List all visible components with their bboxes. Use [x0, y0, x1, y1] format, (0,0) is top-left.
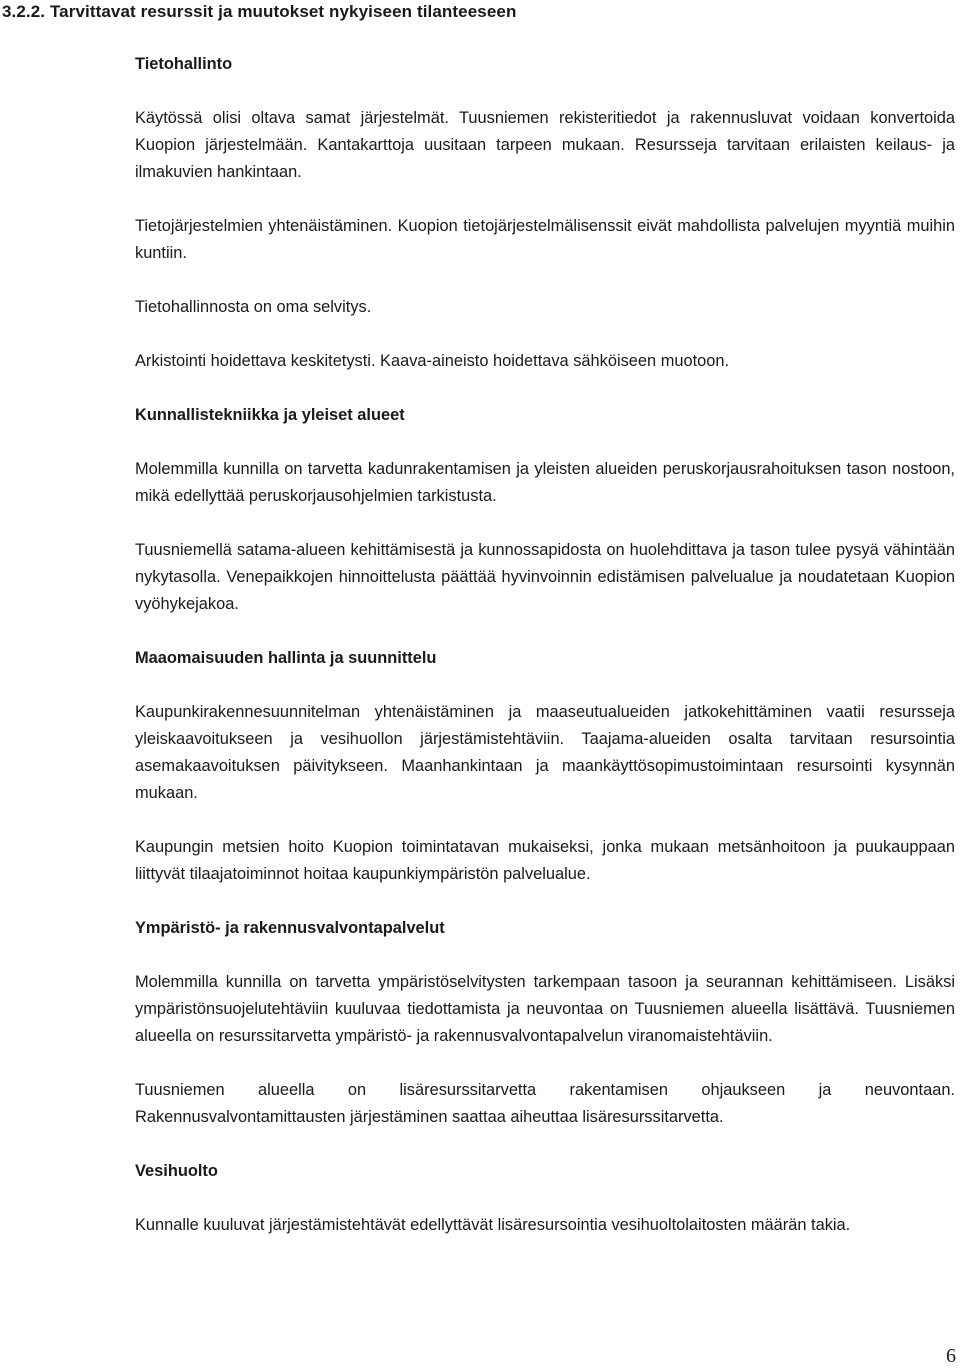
paragraph-maaomaisuus-1: Kaupunkirakennesuunnitelman yhtenäistäminen ja maaseutualueiden jatkokehittäminen vaatii resursseja yleiskaavoitukseen ja vesihuollon järjestämistehtäviin. Taajama-alueiden osalta tarvitaan resursointia asemakaavoituksen päivitykseen. Maanhankintaan ja maankäyttösopimustoimintaan resursointi kysynnän mukaan. — [135, 703, 955, 802]
paragraph-kunnallistekniikka-1: Molemmilla kunnilla on tarvetta kadunrakentamisen ja yleisten alueiden peruskorjausrahoituksen tason nostoon, mikä edellyttää peruskorjausohjelmien tarkistusta. — [135, 460, 955, 505]
heading-vesihuolto: Vesihuolto — [135, 1162, 218, 1180]
paragraph-ymparisto-1: Molemmilla kunnilla on tarvetta ympäristöselvitysten tarkempaan tasoon ja seurannan kehittämiseen. Lisäksi ympäristönsuojelutehtäviin kuuluvaa tiedottamista ja neuvontaa on Tuusniemen alueella lisättävä. Tuusniemen alueella on resurssitarvetta ympäristö- ja rakennusvalvontapalvelun viranomaistehtäviin. — [135, 973, 955, 1045]
heading-kunnallistekniikka: Kunnallistekniikka ja yleiset alueet — [135, 406, 405, 424]
paragraph-tietohallinto-1: Käytössä olisi oltava samat järjestelmät. Tuusniemen rekisteritiedot ja rakennusluvat voidaan konvertoida Kuopion järjestelmään. Kantakarttoja uusitaan tarpeen mukaan. Resursseja tarvitaan erilaisten keilaus- ja ilmakuvien hankintaan. — [135, 109, 955, 181]
heading-ymparisto: Ympäristö- ja rakennusvalvontapalvelut — [135, 919, 445, 937]
page-number: 6 — [946, 1345, 956, 1367]
paragraph-ymparisto-2: Tuusniemen alueella on lisäresurssitarvetta rakentamisen ohjaukseen ja neuvontaan. Rakennusvalvontamittausten järjestäminen saattaa aiheuttaa lisäresurssitarvetta. — [135, 1081, 955, 1126]
document-body — [135, 51, 955, 1239]
paragraph-tietohallinto-4: Arkistointi hoidettava keskitetysti. Kaava-aineisto hoidettava sähköiseen muotoon. — [135, 352, 730, 370]
paragraph-tietohallinto-2: Tietojärjestelmien yhtenäistäminen. Kuopion tietojärjestelmälisenssit eivät mahdollista palvelujen myyntiä muihin kuntiin. — [135, 217, 955, 262]
heading-tietohallinto: Tietohallinto — [135, 55, 233, 73]
paragraph-kunnallistekniikka-2: Tuusniemellä satama-alueen kehittämisestä ja kunnossapidosta on huolehdittava ja tason tulee pysyä vähintään nykytasolla. Venepaikkojen hinnoittelusta päättää hyvinvoinnin edistämisen palvelualue ja noudatetaan Kuopion vyöhykejakoa. — [135, 541, 955, 613]
heading-maaomaisuus: Maaomaisuuden hallinta ja suunnittelu — [135, 649, 437, 667]
section-heading: 3.2.2. Tarvittavat resurssit ja muutokset nykyiseen tilanteeseen — [2, 2, 517, 21]
paragraph-vesihuolto-1: Kunnalle kuuluvat järjestämistehtävät edellyttävät lisäresursointia vesihuoltolaitosten määrän takia. — [135, 1216, 851, 1234]
paragraph-maaomaisuus-2: Kaupungin metsien hoito Kuopion toimintatavan mukaiseksi, jonka mukaan metsänhoitoon ja puukauppaan liittyvät tilaajatoiminnot hoitaa kaupunkiympäristön palvelualue. — [135, 838, 955, 883]
paragraph-tietohallinto-3: Tietohallinnosta on oma selvitys. — [135, 298, 372, 316]
